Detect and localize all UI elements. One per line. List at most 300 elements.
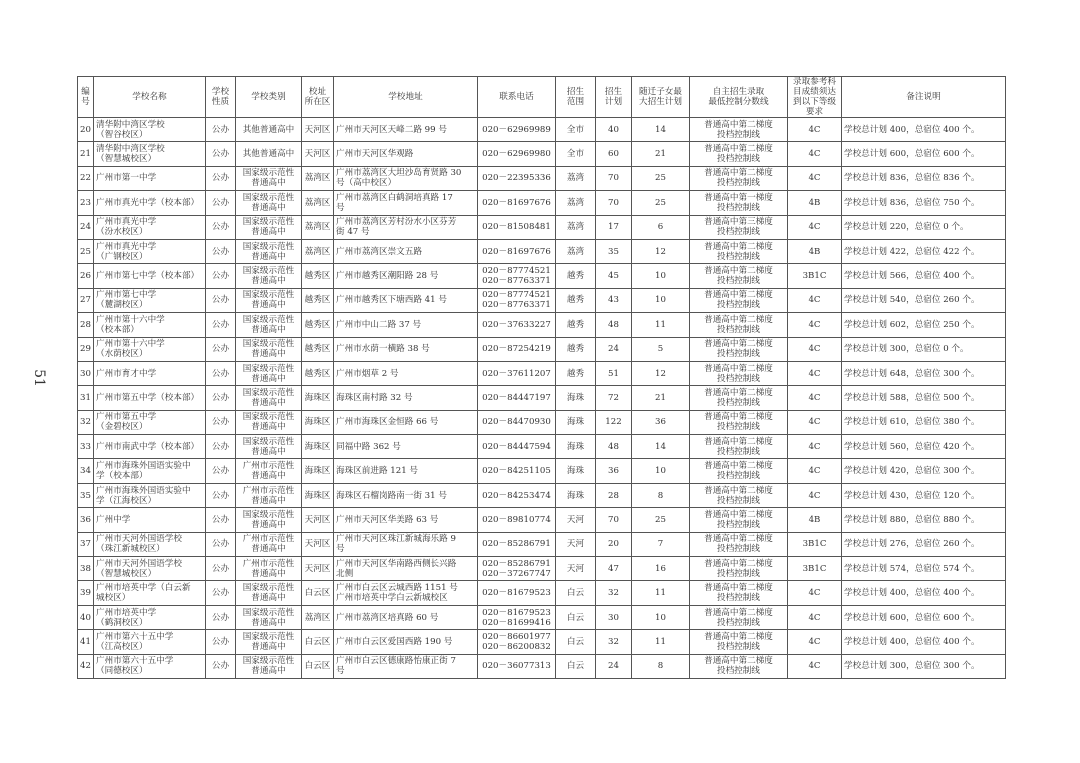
cell-phone: 020－37633227 xyxy=(478,313,556,337)
cell-phone: 020－86601977 020－86200832 xyxy=(478,630,556,654)
cell-school-name: 广州市第六十五中学 （同德校区） xyxy=(94,654,206,678)
cell-migrant-plan: 25 xyxy=(632,166,690,190)
cell-address: 广州市白云区爱国西路 190 号 xyxy=(334,630,478,654)
cell-plan: 40 xyxy=(596,118,632,142)
table-row xyxy=(78,654,1006,678)
cell-address: 广州市荔湾区培真路 60 号 xyxy=(334,605,478,629)
cell-plan: 48 xyxy=(596,313,632,337)
cell-scope: 海珠 xyxy=(556,459,596,483)
table-row xyxy=(78,264,1006,288)
cell-plan: 47 xyxy=(596,557,632,581)
cell-category: 国家级示范性 普通高中 xyxy=(236,435,302,459)
cell-grade-req: 4C xyxy=(788,337,842,361)
cell-nature: 公办 xyxy=(206,410,236,434)
cell-plan: 70 xyxy=(596,166,632,190)
cell-notes: 学校总计划 420，总宿位 300 个。 xyxy=(842,459,1006,483)
cell-nature: 公办 xyxy=(206,459,236,483)
cell-migrant-plan: 10 xyxy=(632,605,690,629)
cell-notes: 学校总计划 602，总宿位 250 个。 xyxy=(842,313,1006,337)
cell-plan: 45 xyxy=(596,264,632,288)
header-col-district: 校址 所在区 xyxy=(302,77,334,118)
cell-nature: 公办 xyxy=(206,605,236,629)
cell-address: 海珠区石榴岗路南一街 31 号 xyxy=(334,483,478,507)
table-row xyxy=(78,118,1006,142)
cell-no: 41 xyxy=(78,630,94,654)
cell-plan: 60 xyxy=(596,142,632,166)
cell-school-name: 广州市育才中学 xyxy=(94,361,206,385)
header-row xyxy=(78,77,1006,118)
cell-no: 23 xyxy=(78,191,94,215)
cell-category: 广州市示范性 普通高中 xyxy=(236,532,302,556)
cell-plan: 36 xyxy=(596,459,632,483)
table-row xyxy=(78,313,1006,337)
cell-migrant-plan: 10 xyxy=(632,264,690,288)
cell-scope: 海珠 xyxy=(556,386,596,410)
header-col-school-name: 学校名称 xyxy=(94,77,206,118)
header-col-no: 编 号 xyxy=(78,77,94,118)
cell-school-name: 广州市第六十五中学 （江高校区） xyxy=(94,630,206,654)
cell-school-name: 广州市培英中学 （鹤洞校区） xyxy=(94,605,206,629)
cell-no: 24 xyxy=(78,215,94,239)
table-row xyxy=(78,386,1006,410)
cell-district: 海珠区 xyxy=(302,459,334,483)
cell-no: 25 xyxy=(78,239,94,263)
cell-nature: 公办 xyxy=(206,581,236,605)
table-row xyxy=(78,557,1006,581)
cell-notes: 学校总计划 610，总宿位 380 个。 xyxy=(842,410,1006,434)
cell-no: 28 xyxy=(78,313,94,337)
cell-scope: 荔湾 xyxy=(556,166,596,190)
cell-grade-req: 4C xyxy=(788,605,842,629)
cell-address: 广州市白云区德康路怡康正街 7 号 xyxy=(334,654,478,678)
cell-notes: 学校总计划 430，总宿位 120 个。 xyxy=(842,483,1006,507)
cell-school-name: 广州市第五中学 （金碧校区） xyxy=(94,410,206,434)
cell-address: 海珠区前进路 121 号 xyxy=(334,459,478,483)
cell-notes: 学校总计划 560，总宿位 420 个。 xyxy=(842,435,1006,459)
cell-no: 20 xyxy=(78,118,94,142)
cell-notes: 学校总计划 400，总宿位 400 个。 xyxy=(842,118,1006,142)
cell-phone: 020－81679523 xyxy=(478,581,556,605)
cell-school-name: 广州市真光中学 （广钢校区） xyxy=(94,239,206,263)
cell-school-name: 广州市海珠外国语实验中 学（校本部） xyxy=(94,459,206,483)
cell-nature: 公办 xyxy=(206,508,236,532)
cell-grade-req: 4C xyxy=(788,630,842,654)
cell-school-name: 广州市第十六中学 （校本部） xyxy=(94,313,206,337)
cell-district: 越秀区 xyxy=(302,337,334,361)
page-number: 51 xyxy=(30,369,47,387)
cell-phone: 020－85286791 xyxy=(478,532,556,556)
cell-migrant-plan: 8 xyxy=(632,654,690,678)
cell-district: 荔湾区 xyxy=(302,166,334,190)
cell-nature: 公办 xyxy=(206,483,236,507)
cell-min-score: 普通高中第二梯度 投档控制线 xyxy=(690,483,788,507)
cell-address: 广州市荔湾区芳村汾水小区芬芳 街 47 号 xyxy=(334,215,478,239)
cell-notes: 学校总计划 880，总宿位 880 个。 xyxy=(842,508,1006,532)
cell-address: 广州市荔湾区大坦沙岛育贤路 30 号（高中校区） xyxy=(334,166,478,190)
cell-category: 国家级示范性 普通高中 xyxy=(236,166,302,190)
cell-grade-req: 4C xyxy=(788,386,842,410)
cell-scope: 越秀 xyxy=(556,361,596,385)
cell-scope: 天河 xyxy=(556,557,596,581)
cell-migrant-plan: 6 xyxy=(632,215,690,239)
cell-phone: 020－84447594 xyxy=(478,435,556,459)
cell-address: 广州市水荫一横路 38 号 xyxy=(334,337,478,361)
cell-min-score: 普通高中第二梯度 投档控制线 xyxy=(690,435,788,459)
cell-grade-req: 4C xyxy=(788,142,842,166)
cell-school-name: 广州市培英中学（白云新 城校区） xyxy=(94,581,206,605)
cell-no: 32 xyxy=(78,410,94,434)
cell-school-name: 广州市天河外国语学校 （珠江新城校区） xyxy=(94,532,206,556)
cell-district: 天河区 xyxy=(302,532,334,556)
header-col-plan: 招生 计划 xyxy=(596,77,632,118)
cell-category: 国家级示范性 普通高中 xyxy=(236,410,302,434)
cell-scope: 荔湾 xyxy=(556,191,596,215)
cell-phone: 020－81679523 020－81699416 xyxy=(478,605,556,629)
table-body xyxy=(78,118,1006,679)
cell-plan: 20 xyxy=(596,532,632,556)
cell-min-score: 普通高中第二梯度 投档控制线 xyxy=(690,166,788,190)
cell-district: 荔湾区 xyxy=(302,605,334,629)
table-row xyxy=(78,142,1006,166)
cell-nature: 公办 xyxy=(206,142,236,166)
cell-school-name: 广州中学 xyxy=(94,508,206,532)
cell-grade-req: 4C xyxy=(788,215,842,239)
cell-min-score: 普通高中第一梯度 投档控制线 xyxy=(690,191,788,215)
cell-grade-req: 4C xyxy=(788,654,842,678)
cell-category: 国家级示范性 普通高中 xyxy=(236,508,302,532)
cell-category: 国家级示范性 普通高中 xyxy=(236,191,302,215)
cell-min-score: 普通高中第二梯度 投档控制线 xyxy=(690,532,788,556)
cell-category: 广州市示范性 普通高中 xyxy=(236,557,302,581)
table-row xyxy=(78,410,1006,434)
cell-min-score: 普通高中第二梯度 投档控制线 xyxy=(690,557,788,581)
cell-scope: 白云 xyxy=(556,630,596,654)
cell-address: 广州市烟草 2 号 xyxy=(334,361,478,385)
cell-phone: 020－87254219 xyxy=(478,337,556,361)
cell-address: 广州市天河区华南路西侧长兴路 北侧 xyxy=(334,557,478,581)
cell-no: 42 xyxy=(78,654,94,678)
cell-address: 广州市海珠区金恒路 66 号 xyxy=(334,410,478,434)
cell-phone: 020－37611207 xyxy=(478,361,556,385)
cell-min-score: 普通高中第二梯度 投档控制线 xyxy=(690,264,788,288)
cell-address: 广州市天河区天峰二路 99 号 xyxy=(334,118,478,142)
cell-grade-req: 3B1C xyxy=(788,532,842,556)
cell-grade-req: 4C xyxy=(788,313,842,337)
cell-category: 国家级示范性 普通高中 xyxy=(236,605,302,629)
cell-no: 37 xyxy=(78,532,94,556)
cell-category: 国家级示范性 普通高中 xyxy=(236,288,302,312)
cell-scope: 越秀 xyxy=(556,288,596,312)
cell-min-score: 普通高中第二梯度 投档控制线 xyxy=(690,508,788,532)
cell-nature: 公办 xyxy=(206,630,236,654)
cell-phone: 020－36077313 xyxy=(478,654,556,678)
cell-scope: 全市 xyxy=(556,118,596,142)
cell-grade-req: 4B xyxy=(788,191,842,215)
cell-nature: 公办 xyxy=(206,215,236,239)
cell-phone: 020－81697676 xyxy=(478,239,556,263)
cell-migrant-plan: 16 xyxy=(632,557,690,581)
header-col-category: 学校类别 xyxy=(236,77,302,118)
cell-category: 国家级示范性 普通高中 xyxy=(236,313,302,337)
cell-min-score: 普通高中第三梯度 投档控制线 xyxy=(690,215,788,239)
cell-notes: 学校总计划 422，总宿位 422 个。 xyxy=(842,239,1006,263)
cell-address: 广州市越秀区下塘西路 41 号 xyxy=(334,288,478,312)
cell-district: 越秀区 xyxy=(302,361,334,385)
cell-no: 35 xyxy=(78,483,94,507)
cell-min-score: 普通高中第二梯度 投档控制线 xyxy=(690,654,788,678)
cell-migrant-plan: 10 xyxy=(632,288,690,312)
cell-migrant-plan: 14 xyxy=(632,435,690,459)
cell-category: 国家级示范性 普通高中 xyxy=(236,337,302,361)
cell-plan: 122 xyxy=(596,410,632,434)
cell-migrant-plan: 5 xyxy=(632,337,690,361)
cell-scope: 海珠 xyxy=(556,435,596,459)
cell-no: 39 xyxy=(78,581,94,605)
cell-nature: 公办 xyxy=(206,337,236,361)
table-row xyxy=(78,215,1006,239)
cell-phone: 020－81697676 xyxy=(478,191,556,215)
cell-plan: 32 xyxy=(596,630,632,654)
cell-grade-req: 3B1C xyxy=(788,557,842,581)
cell-district: 越秀区 xyxy=(302,313,334,337)
cell-nature: 公办 xyxy=(206,313,236,337)
cell-scope: 白云 xyxy=(556,581,596,605)
cell-address: 广州市天河区珠江新城海乐路 9 号 xyxy=(334,532,478,556)
cell-scope: 天河 xyxy=(556,508,596,532)
cell-category: 国家级示范性 普通高中 xyxy=(236,264,302,288)
cell-school-name: 广州市第十六中学 （水荫校区） xyxy=(94,337,206,361)
cell-min-score: 普通高中第二梯度 投档控制线 xyxy=(690,459,788,483)
cell-migrant-plan: 11 xyxy=(632,313,690,337)
cell-plan: 24 xyxy=(596,654,632,678)
cell-plan: 28 xyxy=(596,483,632,507)
cell-phone: 020－81508481 xyxy=(478,215,556,239)
header-col-min-score: 自主招生录取 最低控制分数线 xyxy=(690,77,788,118)
cell-notes: 学校总计划 540，总宿位 260 个。 xyxy=(842,288,1006,312)
header-col-scope: 招生 范围 xyxy=(556,77,596,118)
cell-district: 荔湾区 xyxy=(302,215,334,239)
cell-no: 40 xyxy=(78,605,94,629)
cell-grade-req: 4C xyxy=(788,435,842,459)
cell-migrant-plan: 25 xyxy=(632,191,690,215)
cell-no: 34 xyxy=(78,459,94,483)
cell-school-name: 广州市天河外国语学校 （智慧城校区） xyxy=(94,557,206,581)
cell-min-score: 普通高中第二梯度 投档控制线 xyxy=(690,142,788,166)
table-row xyxy=(78,361,1006,385)
cell-district: 天河区 xyxy=(302,142,334,166)
cell-scope: 海珠 xyxy=(556,410,596,434)
cell-grade-req: 4C xyxy=(788,459,842,483)
admissions-table-container xyxy=(77,76,1005,679)
cell-district: 荔湾区 xyxy=(302,239,334,263)
cell-category: 国家级示范性 普通高中 xyxy=(236,386,302,410)
cell-district: 荔湾区 xyxy=(302,191,334,215)
cell-migrant-plan: 14 xyxy=(632,118,690,142)
cell-district: 海珠区 xyxy=(302,435,334,459)
cell-school-name: 广州市第七中学（校本部） xyxy=(94,264,206,288)
cell-no: 22 xyxy=(78,166,94,190)
cell-migrant-plan: 11 xyxy=(632,630,690,654)
cell-plan: 43 xyxy=(596,288,632,312)
cell-address: 广州市越秀区潮阳路 28 号 xyxy=(334,264,478,288)
cell-migrant-plan: 36 xyxy=(632,410,690,434)
table-row xyxy=(78,288,1006,312)
cell-migrant-plan: 21 xyxy=(632,386,690,410)
cell-category: 其他普通高中 xyxy=(236,118,302,142)
cell-scope: 全市 xyxy=(556,142,596,166)
cell-nature: 公办 xyxy=(206,532,236,556)
header-col-phone: 联系电话 xyxy=(478,77,556,118)
cell-category: 国家级示范性 普通高中 xyxy=(236,630,302,654)
cell-scope: 荔湾 xyxy=(556,239,596,263)
cell-address: 广州市荔湾区白鹤洞培真路 17 号 xyxy=(334,191,478,215)
cell-notes: 学校总计划 400，总宿位 400 个。 xyxy=(842,630,1006,654)
cell-nature: 公办 xyxy=(206,288,236,312)
table-row xyxy=(78,630,1006,654)
cell-category: 广州市示范性 普通高中 xyxy=(236,483,302,507)
cell-no: 21 xyxy=(78,142,94,166)
cell-notes: 学校总计划 836，总宿位 750 个。 xyxy=(842,191,1006,215)
table-row xyxy=(78,239,1006,263)
cell-notes: 学校总计划 300，总宿位 0 个。 xyxy=(842,337,1006,361)
cell-scope: 白云 xyxy=(556,605,596,629)
cell-scope: 荔湾 xyxy=(556,215,596,239)
cell-address: 广州市荔湾区崇文五路 xyxy=(334,239,478,263)
cell-grade-req: 4C xyxy=(788,483,842,507)
cell-scope: 海珠 xyxy=(556,483,596,507)
cell-district: 白云区 xyxy=(302,630,334,654)
cell-notes: 学校总计划 220，总宿位 0 个。 xyxy=(842,215,1006,239)
cell-district: 白云区 xyxy=(302,654,334,678)
cell-school-name: 广州市真光中学 （汾水校区） xyxy=(94,215,206,239)
cell-min-score: 普通高中第二梯度 投档控制线 xyxy=(690,313,788,337)
cell-grade-req: 4B xyxy=(788,239,842,263)
cell-district: 白云区 xyxy=(302,581,334,605)
cell-scope: 天河 xyxy=(556,532,596,556)
cell-grade-req: 3B1C xyxy=(788,264,842,288)
cell-notes: 学校总计划 836，总宿位 836 个。 xyxy=(842,166,1006,190)
cell-phone: 020－62969980 xyxy=(478,142,556,166)
header-col-address: 学校地址 xyxy=(334,77,478,118)
cell-category: 国家级示范性 普通高中 xyxy=(236,654,302,678)
cell-district: 天河区 xyxy=(302,557,334,581)
cell-migrant-plan: 7 xyxy=(632,532,690,556)
cell-no: 31 xyxy=(78,386,94,410)
cell-no: 38 xyxy=(78,557,94,581)
cell-min-score: 普通高中第二梯度 投档控制线 xyxy=(690,361,788,385)
cell-notes: 学校总计划 566，总宿位 400 个。 xyxy=(842,264,1006,288)
cell-min-score: 普通高中第二梯度 投档控制线 xyxy=(690,386,788,410)
cell-no: 36 xyxy=(78,508,94,532)
cell-plan: 70 xyxy=(596,508,632,532)
cell-category: 国家级示范性 普通高中 xyxy=(236,581,302,605)
cell-nature: 公办 xyxy=(206,264,236,288)
cell-notes: 学校总计划 300，总宿位 300 个。 xyxy=(842,654,1006,678)
cell-phone: 020－84251105 xyxy=(478,459,556,483)
cell-plan: 17 xyxy=(596,215,632,239)
admissions-table xyxy=(77,76,1006,679)
cell-grade-req: 4B xyxy=(788,508,842,532)
cell-migrant-plan: 25 xyxy=(632,508,690,532)
cell-nature: 公办 xyxy=(206,239,236,263)
table-row xyxy=(78,459,1006,483)
cell-min-score: 普通高中第二梯度 投档控制线 xyxy=(690,337,788,361)
cell-school-name: 清华附中湾区学校 （智谷校区） xyxy=(94,118,206,142)
cell-min-score: 普通高中第二梯度 投档控制线 xyxy=(690,118,788,142)
table-row xyxy=(78,337,1006,361)
cell-address: 广州市天河区华美路 63 号 xyxy=(334,508,478,532)
cell-min-score: 普通高中第二梯度 投档控制线 xyxy=(690,630,788,654)
cell-no: 33 xyxy=(78,435,94,459)
table-row xyxy=(78,605,1006,629)
cell-no: 29 xyxy=(78,337,94,361)
cell-phone: 020－84470930 xyxy=(478,410,556,434)
table-row xyxy=(78,191,1006,215)
cell-grade-req: 4C xyxy=(788,361,842,385)
cell-nature: 公办 xyxy=(206,166,236,190)
cell-address: 广州市天河区华观路 xyxy=(334,142,478,166)
cell-plan: 32 xyxy=(596,581,632,605)
cell-grade-req: 4C xyxy=(788,118,842,142)
cell-nature: 公办 xyxy=(206,118,236,142)
cell-category: 国家级示范性 普通高中 xyxy=(236,361,302,385)
cell-scope: 越秀 xyxy=(556,313,596,337)
cell-grade-req: 4C xyxy=(788,410,842,434)
cell-grade-req: 4C xyxy=(788,166,842,190)
cell-phone: 020－84253474 xyxy=(478,483,556,507)
cell-nature: 公办 xyxy=(206,191,236,215)
cell-grade-req: 4C xyxy=(788,581,842,605)
cell-no: 26 xyxy=(78,264,94,288)
cell-no: 27 xyxy=(78,288,94,312)
cell-plan: 30 xyxy=(596,605,632,629)
cell-district: 海珠区 xyxy=(302,410,334,434)
cell-phone: 020－84447197 xyxy=(478,386,556,410)
cell-category: 国家级示范性 普通高中 xyxy=(236,215,302,239)
cell-category: 国家级示范性 普通高中 xyxy=(236,239,302,263)
cell-no: 30 xyxy=(78,361,94,385)
cell-nature: 公办 xyxy=(206,361,236,385)
cell-district: 天河区 xyxy=(302,508,334,532)
cell-category: 其他普通高中 xyxy=(236,142,302,166)
cell-notes: 学校总计划 400，总宿位 400 个。 xyxy=(842,581,1006,605)
cell-school-name: 清华附中湾区学校 （智慧城校区） xyxy=(94,142,206,166)
cell-address: 广州市中山二路 37 号 xyxy=(334,313,478,337)
table-header xyxy=(78,77,1006,118)
cell-address: 广州市白云区云城西路 1151 号 广州市培英中学白云新城校区 xyxy=(334,581,478,605)
cell-migrant-plan: 11 xyxy=(632,581,690,605)
cell-school-name: 广州市第七中学 （麓湖校区） xyxy=(94,288,206,312)
cell-phone: 020－62969989 xyxy=(478,118,556,142)
cell-min-score: 普通高中第二梯度 投档控制线 xyxy=(690,581,788,605)
cell-migrant-plan: 10 xyxy=(632,459,690,483)
cell-phone: 020－87774521 020－87763371 xyxy=(478,264,556,288)
cell-nature: 公办 xyxy=(206,654,236,678)
cell-plan: 48 xyxy=(596,435,632,459)
cell-grade-req: 4C xyxy=(788,288,842,312)
cell-notes: 学校总计划 600，总宿位 600 个。 xyxy=(842,142,1006,166)
cell-migrant-plan: 12 xyxy=(632,361,690,385)
cell-migrant-plan: 8 xyxy=(632,483,690,507)
cell-district: 越秀区 xyxy=(302,264,334,288)
table-row xyxy=(78,166,1006,190)
cell-notes: 学校总计划 276，总宿位 260 个。 xyxy=(842,532,1006,556)
header-col-grade-req: 录取参考科 目成绩须达 到以下等级 要求 xyxy=(788,77,842,118)
cell-notes: 学校总计划 600，总宿位 600 个。 xyxy=(842,605,1006,629)
cell-plan: 72 xyxy=(596,386,632,410)
table-row xyxy=(78,483,1006,507)
cell-phone: 020－22395336 xyxy=(478,166,556,190)
